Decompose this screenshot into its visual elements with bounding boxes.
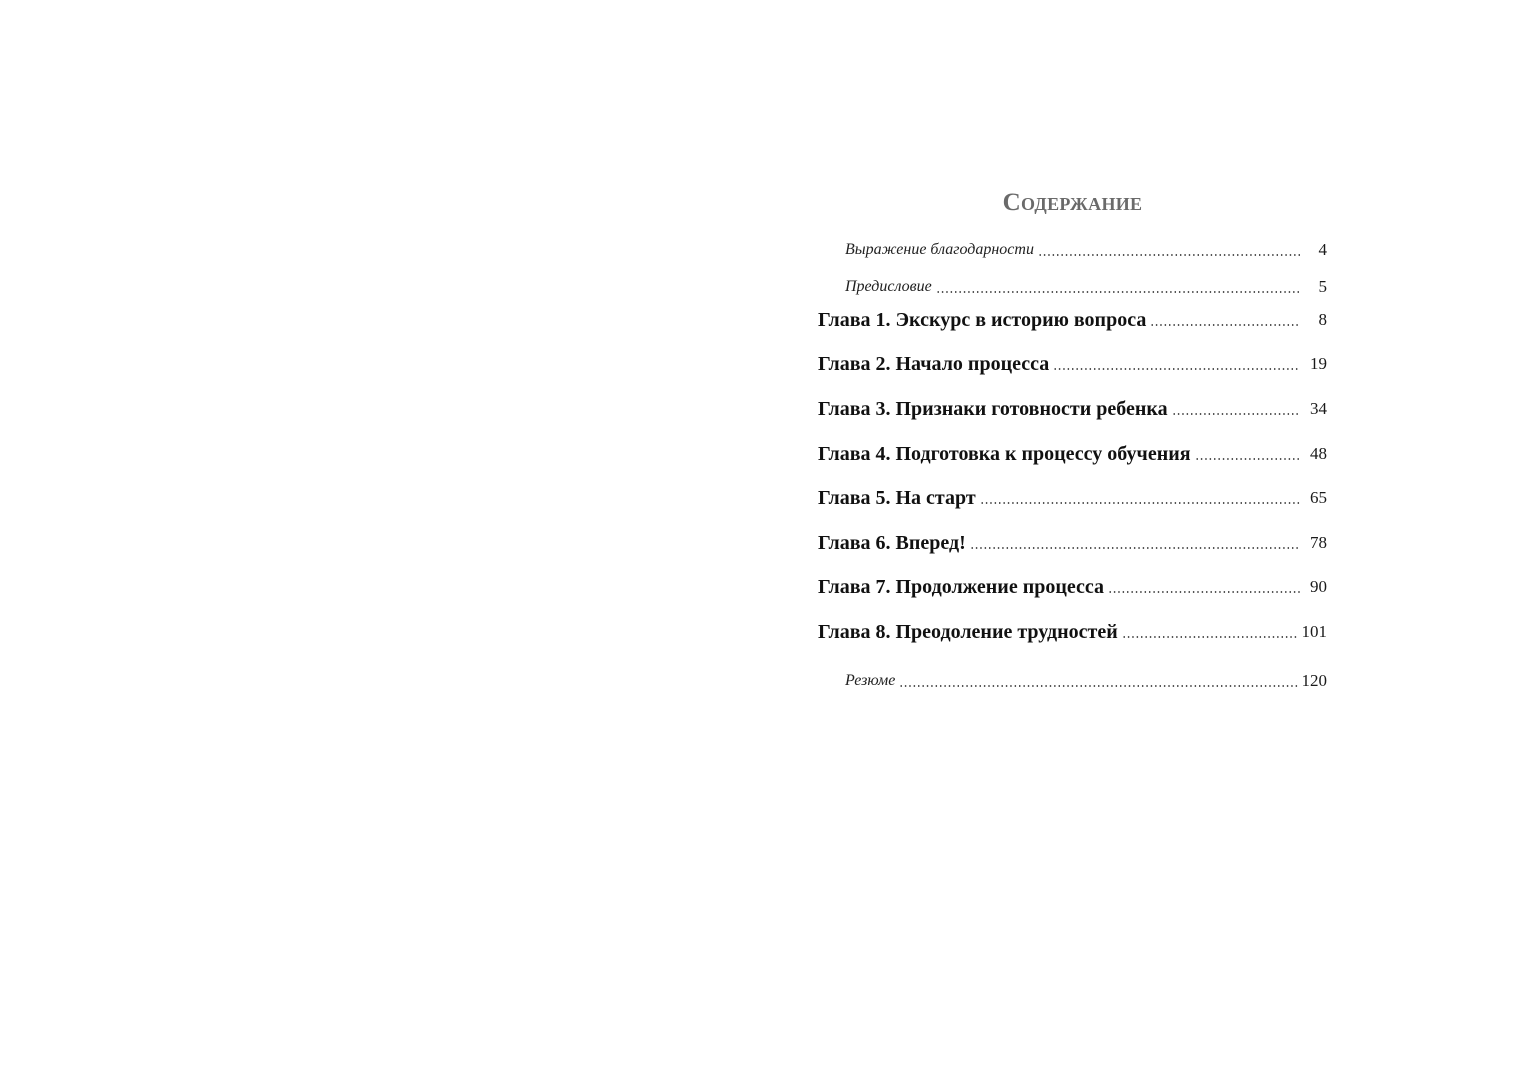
toc-entry-page: 4 xyxy=(1318,240,1327,259)
toc-entry-chapter-7 xyxy=(818,574,1327,600)
toc-title: Содержание xyxy=(1002,189,1143,216)
toc-entry-chapter-2 xyxy=(818,351,1327,377)
dot-leader xyxy=(1053,367,1300,371)
table-of-contents xyxy=(818,0,1327,1080)
toc-entry-chapter-8 xyxy=(818,619,1327,645)
toc-entry-label: Глава 7. Продолжение процесса xyxy=(818,576,1104,598)
toc-entry-page: 48 xyxy=(1310,444,1327,463)
toc-entry-page: 90 xyxy=(1310,577,1327,596)
dot-leader xyxy=(1038,253,1300,257)
toc-entry-page: 34 xyxy=(1310,399,1327,418)
toc-entry-page: 120 xyxy=(1301,671,1327,690)
toc-entry-summary xyxy=(818,668,1327,694)
toc-entry-page: 19 xyxy=(1310,354,1327,373)
toc-entry-page: 101 xyxy=(1301,622,1327,641)
toc-entry-page: 78 xyxy=(1310,533,1327,552)
toc-entry-label: Предисловие xyxy=(845,278,932,295)
toc-entry-chapter-1 xyxy=(818,307,1327,333)
dot-leader xyxy=(1108,590,1300,594)
toc-entry-label: Глава 1. Экскурс в историю вопроса xyxy=(818,309,1147,331)
toc-entry-page: 65 xyxy=(1310,488,1327,507)
toc-entry-label: Выражение благодарности xyxy=(845,241,1034,258)
toc-entry-chapter-4 xyxy=(818,441,1327,467)
toc-entry-page: 5 xyxy=(1318,277,1327,296)
dot-leader xyxy=(936,290,1300,294)
toc-entry-label: Глава 4. Подготовка к процессу обучения xyxy=(818,443,1191,465)
toc-entry-chapter-5 xyxy=(818,485,1327,511)
toc-entry-label: Резюме xyxy=(845,672,896,689)
dot-leader xyxy=(1172,412,1300,416)
toc-entry-label: Глава 6. Вперед! xyxy=(818,532,966,554)
dot-leader xyxy=(1195,457,1300,461)
toc-entry-chapter-6 xyxy=(818,530,1327,556)
dot-leader xyxy=(899,684,1298,688)
toc-entry-label: Глава 3. Признаки готовности ребенка xyxy=(818,398,1168,420)
dot-leader xyxy=(980,501,1300,505)
dot-leader xyxy=(970,546,1300,550)
toc-entry-label: Глава 8. Преодоление трудностей xyxy=(818,621,1118,643)
toc-entry-preface xyxy=(818,274,1327,300)
toc-entry-acknowledgements xyxy=(818,237,1327,263)
toc-entry-page: 8 xyxy=(1318,310,1327,329)
toc-entry-label: Глава 5. На старт xyxy=(818,487,976,509)
toc-entry-label: Глава 2. Начало процесса xyxy=(818,353,1050,375)
toc-entry-chapter-3 xyxy=(818,396,1327,422)
dot-leader xyxy=(1150,323,1300,327)
dot-leader xyxy=(1122,635,1299,639)
